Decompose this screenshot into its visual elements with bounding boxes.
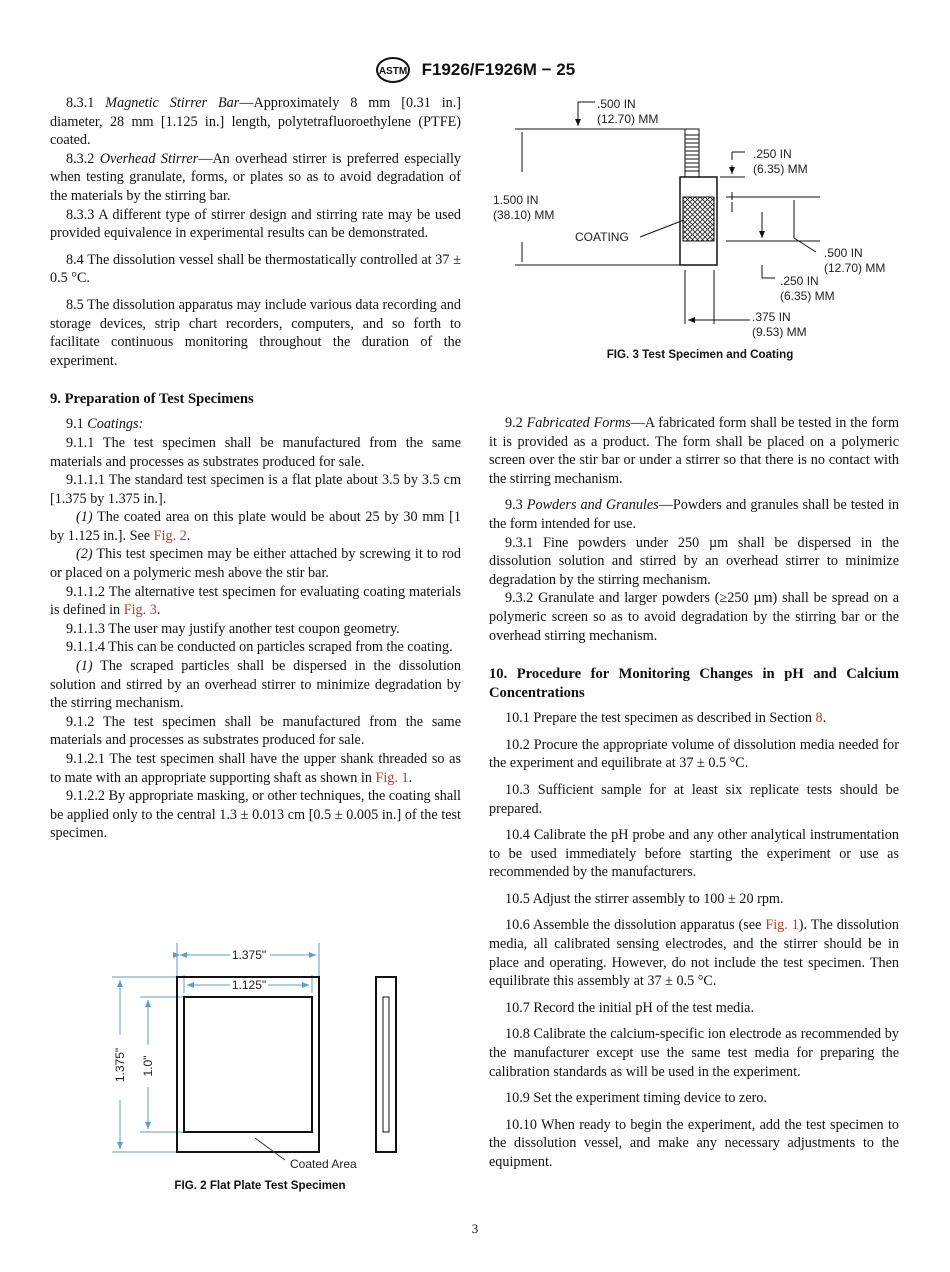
para-9-1-2-2: 9.1.2.2 By appropriate masking, or other techniques, the coating shall be applied only to the central 1.3 ± 0.013 cm [0.5 ± 0.005 in.] of the test specimen.: [50, 788, 461, 842]
dim-outer-height: 1.375": [113, 1047, 127, 1083]
fig2-drawing: [100, 935, 420, 1180]
designation: F1926/F1926M − 25: [421, 60, 576, 79]
section-9-heading: 9. Preparation of Test Specimens: [50, 391, 254, 408]
para-9-1-1-1: 9.1.1.1 The standard test specimen is a flat plate about 3.5 by 3.5 cm [1.375 by 1.375 in.].: [50, 472, 461, 507]
dim-inner-height: 1.0": [141, 1055, 155, 1077]
svg-text:ASTM: ASTM: [378, 66, 408, 77]
dim-outer-width: 1.375": [231, 948, 267, 962]
svg-text:(38.10) MM: (38.10) MM: [493, 208, 555, 222]
svg-text:.250 IN: .250 IN: [753, 147, 792, 161]
dim-inner-width: 1.125": [231, 978, 267, 992]
page-header: [0, 56, 950, 84]
fig3-link[interactable]: Fig. 3: [123, 602, 157, 619]
section-8-link[interactable]: 8: [815, 710, 823, 727]
para-9-1: 9.1 Coatings:: [66, 416, 144, 433]
plate-side-view: [376, 977, 396, 1152]
para-9-2: 9.2 Fabricated Forms—A fabricated form shall be tested in the form it is provided as a product. The form shall be placed on a polymeric screen over the stir bar or under a stirrer so that there is no contact with the stirring mechanism.: [489, 415, 900, 487]
para-9-3-1: 9.3.1 Fine powders under 250 µm shall be dispersed in the dissolution solution and stirred by an overhead stirrer to minimize degradation by the stirring mechanism.: [489, 534, 899, 588]
left-column: [50, 94, 461, 843]
para-9-1-1-3: 9.1.1.3 The user may justify another test coupon geometry.: [66, 620, 400, 637]
astm-logo-icon: [375, 56, 411, 84]
fig1-link-2[interactable]: Fig. 1: [765, 917, 799, 934]
svg-text:.375 IN: .375 IN: [752, 310, 791, 324]
section-10-heading: 10. Procedure for Monitoring Changes in pH and Calcium Concentrations: [489, 666, 899, 702]
para-8-3-1: 8.3.1 Magnetic Stirrer Bar—Approximately 8 mm [0.31 in.] diameter, 28 mm [1.125 in.] length, polytetrafluoroethylene (PTFE) coated.: [50, 95, 461, 149]
coated-area-outline: [184, 997, 312, 1132]
para-10-8: 10.8 Calibrate the calcium-specific ion electrode as recommended by the manufacturer except use the same test media for preparing the calibration standards as will be used in the experiment.: [489, 1026, 899, 1080]
para-10-9: 10.9 Set the experiment timing device to zero.: [505, 1090, 767, 1107]
svg-text:.500 IN: .500 IN: [824, 246, 863, 260]
fig3-drawing: [490, 92, 910, 344]
coated-area-label: Coated Area: [290, 1157, 357, 1171]
para-8-4: 8.4 The dissolution vessel shall be thermostatically controlled at 37 ± 0.5 °C.: [50, 251, 461, 287]
plate-outline: [177, 977, 319, 1152]
svg-text:(12.70) MM: (12.70) MM: [824, 261, 886, 275]
note-2: (2) This test specimen may be either attached by screwing it to rod or placed on a polymeric mesh above the stir bar.: [50, 546, 461, 582]
fig2-link[interactable]: Fig. 2: [153, 527, 187, 544]
fig2-caption: FIG. 2 Flat Plate Test Specimen: [174, 1179, 346, 1192]
threaded-shank: [685, 129, 699, 177]
fig3-caption: FIG. 3 Test Specimen and Coating: [606, 348, 794, 361]
para-9-1-1: 9.1.1 The test specimen shall be manufactured from the same materials and processes as substrates produced for sale.: [50, 434, 461, 470]
coating-label: COATING: [575, 230, 629, 244]
svg-text:(6.35) MM: (6.35) MM: [780, 289, 835, 303]
para-8-3-2: 8.3.2 Overhead Stirrer—An overhead stirrer is preferred especially when testing granulate, forms, or plates so as to avoid degradation of the materials by the stirring bar.: [50, 150, 461, 204]
page-number: 3: [471, 1221, 479, 1236]
right-column: [489, 414, 899, 1172]
para-10-3: 10.3 Sufficient sample for at least six replicate tests should be prepared.: [489, 781, 899, 817]
note-1: (1) The coated area on this plate would be about 25 by 30 mm [1 by 1.125 in.]. See Fig. 2.: [50, 509, 461, 544]
svg-text:(6.35) MM: (6.35) MM: [753, 162, 808, 176]
para-8-5: 8.5 The dissolution apparatus may include various data recording and storage devices, strip chart recorders, computers, and so forth to facilitate continuous monitoring throughout the duration of the experiment.: [50, 296, 461, 369]
para-8-3-3: 8.3.3 A different type of stirrer design and stirring rate may be used provided equivalence in experimental results can be demonstrated.: [50, 206, 461, 242]
para-10-5: 10.5 Adjust the stirrer assembly to 100 ± 20 rpm.: [505, 890, 784, 907]
note-3: (1) The scraped particles shall be dispersed in the dissolution solution and stirred by an overhead stirrer to minimize degradation by the stirring mechanism.: [50, 658, 461, 712]
para-9-1-1-2: 9.1.1.2 The alternative test specimen for evaluating coating materials is defined in Fig. 3.: [50, 583, 461, 619]
svg-text:(9.53) MM: (9.53) MM: [752, 325, 807, 339]
svg-text:.500 IN: .500 IN: [597, 97, 636, 111]
svg-text:(12.70) MM: (12.70) MM: [597, 112, 659, 126]
svg-text:.250 IN: .250 IN: [780, 274, 819, 288]
para-10-4: 10.4 Calibrate the pH probe and any other analytical instrumentation to be used immediately before starting the experiment or use as recommended by the manufacturers.: [489, 827, 899, 881]
svg-text:1.500 IN: 1.500 IN: [493, 193, 539, 207]
para-9-1-1-4: 9.1.1.4 This can be conducted on particles scraped from the coating.: [66, 639, 453, 656]
para-10-10: 10.10 When ready to begin the experiment, add the test specimen to the dissolution vessel, and make any necessary adjustments to the equipment.: [489, 1116, 899, 1170]
para-9-3: 9.3 Powders and Granules—Powders and granules shall be tested in the form intended for use.: [489, 497, 900, 532]
para-10-7: 10.7 Record the initial pH of the test media.: [505, 999, 755, 1016]
para-10-1: 10.1 Prepare the test specimen as described in Section 8.: [505, 710, 827, 727]
fig1-link[interactable]: Fig. 1: [375, 769, 409, 786]
para-9-1-2-1: 9.1.2.1 The test specimen shall have the upper shank threaded so as to mate with an appropriate supporting shaft as shown in Fig. 1.: [50, 751, 461, 786]
para-10-2: 10.2 Procure the appropriate volume of dissolution media needed for the experiment and equilibrate at 37 ± 0.5 °C.: [489, 736, 899, 772]
coating-band: [683, 197, 714, 241]
para-10-6: 10.6 Assemble the dissolution apparatus (see Fig. 1). The dissolution media, all calibrated sensing electrodes, and the stirrer should be in place and operating. However, do not include the test specimen. Then equilibrate this assembly at 37 ± 0.5 °C.: [489, 917, 899, 990]
para-9-1-2: 9.1.2 The test specimen shall be manufactured from the same materials and processes as substrates produced for sale.: [50, 713, 461, 749]
para-9-3-2: 9.3.2 Granulate and larger powders (≥250 µm) shall be spread on a polymeric screen so as to avoid degradation by the stirring bar or the overhead stirring mechanism.: [489, 590, 899, 644]
